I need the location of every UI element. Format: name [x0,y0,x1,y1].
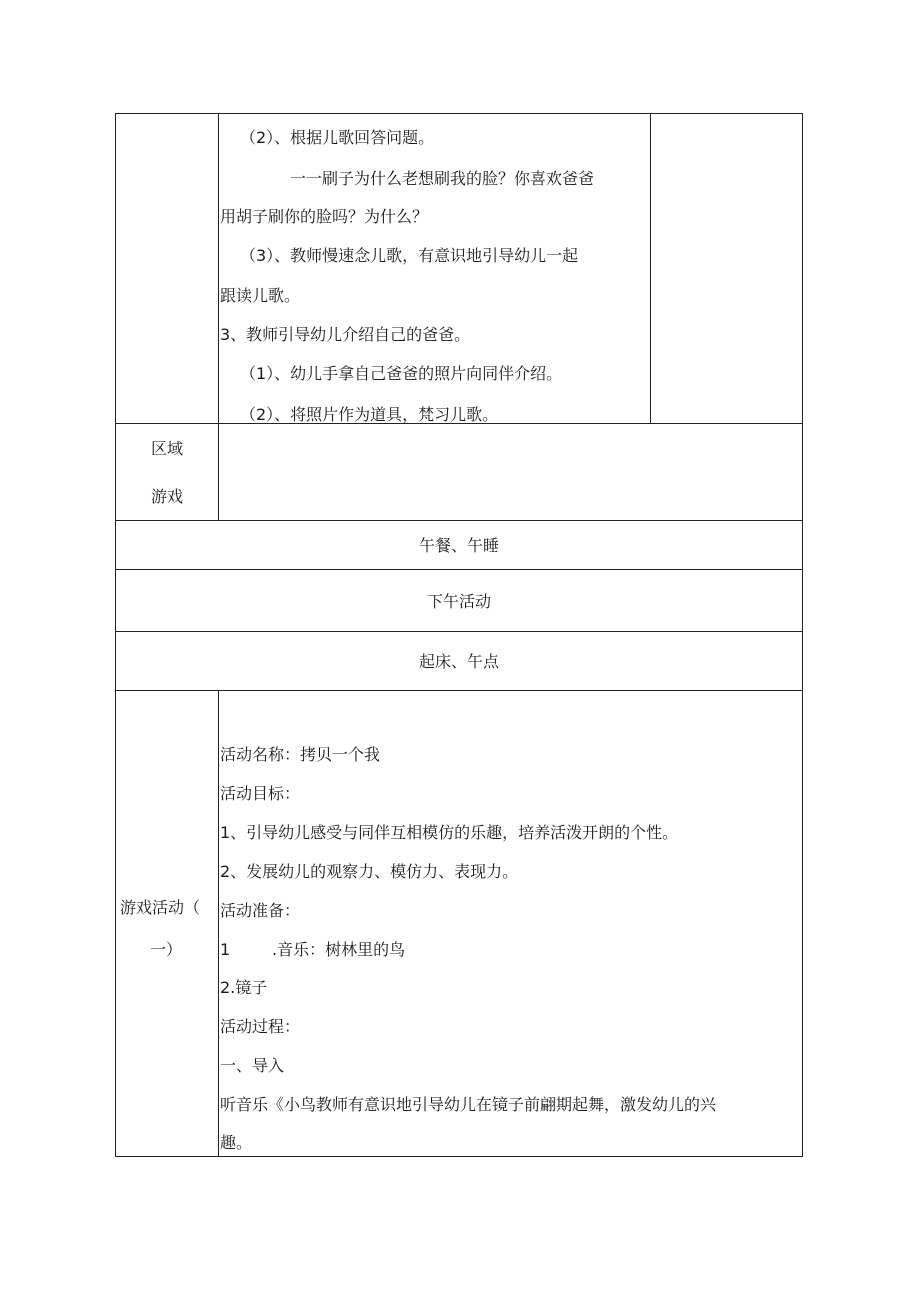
activity-goals-heading: 活动目标： [220,784,301,803]
text-line: （2）、将照片作为道具，梵习儿歌。 [240,405,499,424]
right-column-divider [650,113,651,424]
activity-goal-1: 1、引导幼儿感受与同伴互相模仿的乐趣，培养活泼开朗的个性。 [220,823,679,842]
process-text-line1: 听音乐《小鸟教师有意识地引导幼儿在镜子前翩期起舞，激发幼儿的兴 [220,1095,717,1114]
process-step-intro: 一、导入 [220,1056,285,1075]
activity-goal-2: 2、发展幼儿的观察力、模仿力、表现力。 [220,862,519,881]
lunch-nap-row: 午餐、午睡 [418,536,499,555]
label-column-divider-top [218,113,219,521]
label-column-divider-bottom [218,690,219,1157]
text-line: （2）、根据儿歌回答问题。 [240,128,435,147]
wake-snack-row: 起床、午点 [418,652,499,671]
area-games-label-line1: 区域 [150,439,183,458]
row-divider-4 [115,631,803,632]
activity-prep-heading: 活动准备： [220,901,301,920]
prep-item-2: 2.镜子 [220,978,268,997]
prep-item-1-number: 1 [220,940,231,959]
process-text-line2: 趣。 [220,1133,253,1152]
text-line: （1）、幼儿手拿自己爸爸的照片向同伴介绍。 [240,364,563,383]
afternoon-activity-row: 下午活动 [426,592,491,611]
text-line: 跟读儿歌。 [220,286,301,305]
activity-process-heading: 活动过程： [220,1017,301,1036]
text-line: 3、教师引导幼儿介绍自己的爸爸。 [220,325,471,344]
activity-name: 活动名称：拷贝一个我 [220,745,381,764]
text-line: 一一刷子为什么老想刷我的脸？你喜欢爸爸 [290,169,595,188]
text-line: 用胡子刷你的脸吗？为什么？ [220,207,429,226]
game-activity-label-line1: 游戏活动（ [120,898,201,917]
text-line: （3）、教师慢速念儿歌，有意识地引导幼儿一起 [240,246,579,265]
border-left [115,113,116,1157]
row-divider-3 [115,569,803,570]
area-games-label-line2: 游戏 [150,487,183,506]
border-right [802,113,803,1157]
game-activity-label-line2: 一） [150,940,183,959]
prep-item-1-text: .音乐：树林里的鸟 [272,940,406,959]
